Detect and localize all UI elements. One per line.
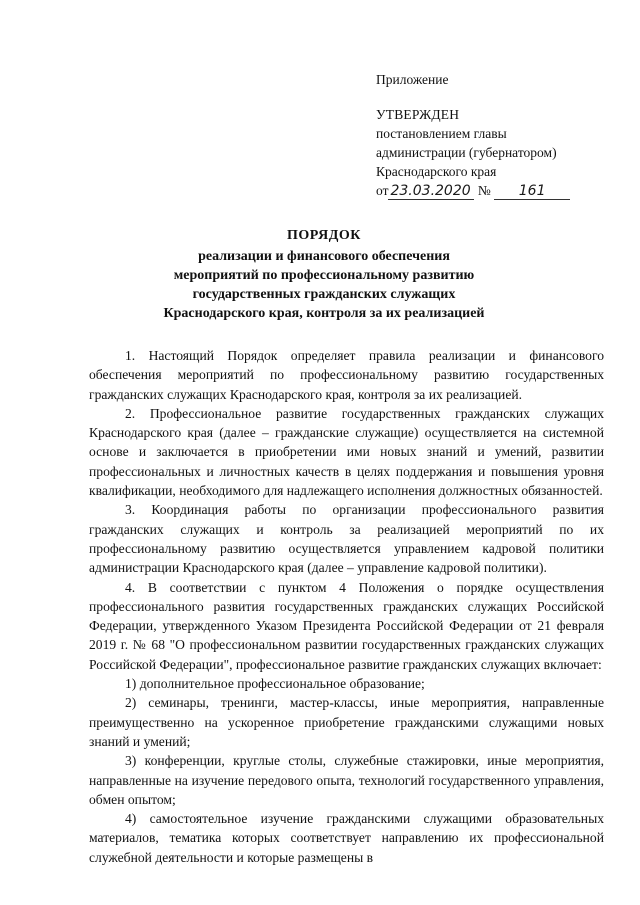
approved-label: УТВЕРЖДЕН [376,107,460,122]
list-item-2: 2) семинары, тренинги, мастер-классы, иные мероприятия, направленные преимущественно на ускоренное приобретение гражданскими служащими новых знаний и умений; [89,695,604,749]
paragraph-2: 2. Профессиональное развитие государственных гражданских служащих Краснодарского края (далее – гражданские служащие) осуществляется на системной основе и заключается в приобретении ими новых знаний и умений, развитии профессиональных и личностных качеств в целях поддержания и повышения уровня квалификации, необходимого для надлежащего исполнения должностных обязанностей. [89,405,604,499]
document-body [89,346,604,867]
approval-line-2: администрации (губернатором) [376,145,557,160]
title-main: ПОРЯДОК [287,228,361,243]
list-item-1: 1) дополнительное профессиональное образование; [125,676,425,692]
approval-line-3: Краснодарского края [376,164,497,179]
list-item-3: 3) конференции, круглые столы, служебные стажировки, иные мероприятия, направленные на изучение передового опыта, технологий государственного управления, обмен опытом; [89,753,604,807]
date-prefix: от [376,183,389,198]
title-line-2: мероприятий по профессиональному развитию [173,268,475,283]
number-prefix: № [477,183,491,198]
list-item-4: 4) самостоятельное изучение гражданскими служащими образовательных материалов, тематика которых соответствует направлению их профессиональной служебной деятельности и которые размещены в [89,811,604,865]
document-title [60,226,588,323]
handwritten-number: 161 [494,184,570,200]
approval-block [376,70,616,200]
appendix-label: Приложение [376,72,449,87]
approval-line-1: постановлением главы [376,126,507,141]
title-line-1: реализации и финансового обеспечения [198,249,450,264]
paragraph-1: 1. Настоящий Порядок определяет правила реализации и финансового обеспечения мероприятий по профессиональному развитию государственных гражданских служащих Краснодарского края, контроля за их реализацией. [89,348,604,402]
paragraph-3: 3. Координация работы по организации профессионального развития гражданских служащих и контроль за реализацией мероприятий по их профессиональному развитию осуществляется управлением кадровой политики администрации Краснодарского края (далее – управление кадровой политики). [89,502,604,576]
title-line-4: Краснодарского края, контроля за их реализацией [163,306,485,321]
paragraph-4: 4. В соответствии с пунктом 4 Положения о порядке осуществления профессионального развития государственных гражданских служащих Российской Федерации, утвержденного Указом Президента Российской Федерации от 21 февраля 2019 г. № 68 "О профессиональном развитии государственных гражданских служащих Российской Федерации", профессиональное развитие гражданских служащих включает: [89,579,604,672]
approval-date-line [376,181,616,200]
title-line-3: государственных гражданских служащих [192,287,456,302]
handwritten-date: 23.03.2020 [388,184,474,200]
